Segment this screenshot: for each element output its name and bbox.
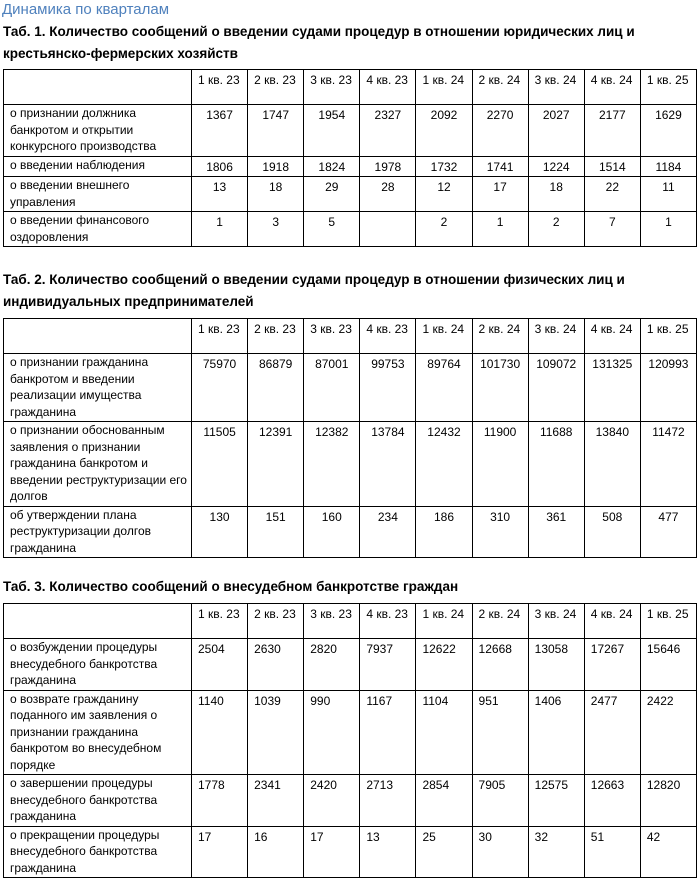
header-blank-cell <box>4 604 192 639</box>
row-label-cell: о признании обоснованным заявления о признании гражданина банкротом и введении реструктуризации его долгов <box>4 422 192 507</box>
value-cell: 7905 <box>472 775 528 827</box>
row-label-cell: о признании должника банкротом и открытии конкурсного производства <box>4 105 192 157</box>
value-cell: 234 <box>360 506 416 558</box>
value-cell: 13840 <box>584 422 640 507</box>
value-cell: 13784 <box>360 422 416 507</box>
value-cell: 11472 <box>640 422 696 507</box>
value-cell: 12575 <box>528 775 584 827</box>
quarter-header-cell: 4 кв. 23 <box>360 604 416 639</box>
value-cell: 1918 <box>248 156 304 177</box>
value-cell: 1514 <box>584 156 640 177</box>
value-cell: 12391 <box>248 422 304 507</box>
table-row <box>4 105 697 157</box>
quarter-header-cell: 2 кв. 23 <box>248 70 304 105</box>
value-cell: 131325 <box>584 354 640 422</box>
value-cell: 990 <box>304 690 360 775</box>
quarter-header-cell: 2 кв. 24 <box>472 319 528 354</box>
value-cell: 1741 <box>472 156 528 177</box>
quarter-header-cell: 4 кв. 23 <box>360 70 416 105</box>
value-cell: 17 <box>472 177 528 212</box>
table-row <box>4 212 697 247</box>
quarter-header-cell: 1 кв. 24 <box>416 70 472 105</box>
quarter-header-cell: 2 кв. 23 <box>248 319 304 354</box>
row-label-cell: о возбуждении процедуры внесудебного банкротства гражданина <box>4 639 192 691</box>
value-cell: 2270 <box>472 105 528 157</box>
value-cell: 2341 <box>248 775 304 827</box>
value-cell: 75970 <box>192 354 248 422</box>
value-cell: 1954 <box>304 105 360 157</box>
quarter-header-cell: 1 кв. 24 <box>416 604 472 639</box>
row-label-cell: о введении финансового оздоровления <box>4 212 192 247</box>
table-row <box>4 506 697 558</box>
quarter-header-cell: 1 кв. 23 <box>192 70 248 105</box>
value-cell: 17 <box>192 826 248 878</box>
quarter-header-cell: 1 кв. 25 <box>640 70 696 105</box>
value-cell: 17 <box>304 826 360 878</box>
value-cell: 12432 <box>416 422 472 507</box>
quarter-header-cell: 1 кв. 23 <box>192 604 248 639</box>
header-row <box>4 70 697 105</box>
quarter-header-cell: 1 кв. 23 <box>192 319 248 354</box>
value-cell: 120993 <box>640 354 696 422</box>
quarter-header-cell: 3 кв. 24 <box>528 604 584 639</box>
table-2-caption: Таб. 2. Количество сообщений о введении судами процедур в отношении физических лиц и индивидуальных предпринимателей <box>3 272 625 309</box>
value-cell: 2420 <box>304 775 360 827</box>
quarter-header-cell: 4 кв. 24 <box>584 604 640 639</box>
value-cell: 2854 <box>416 775 472 827</box>
value-cell: 2477 <box>584 690 640 775</box>
value-cell: 1 <box>472 212 528 247</box>
value-cell <box>360 212 416 247</box>
quarter-header-cell: 2 кв. 23 <box>248 604 304 639</box>
value-cell: 2713 <box>360 775 416 827</box>
value-cell: 109072 <box>528 354 584 422</box>
value-cell: 12 <box>416 177 472 212</box>
value-cell: 2327 <box>360 105 416 157</box>
quarter-header-cell: 3 кв. 23 <box>304 604 360 639</box>
table-1-caption: Таб. 1. Количество сообщений о введении судами процедур в отношении юридических лиц и крестьянско-фермерских хозяйств <box>3 24 635 61</box>
quarter-header-cell: 3 кв. 24 <box>528 70 584 105</box>
quarter-header-cell: 2 кв. 24 <box>472 604 528 639</box>
value-cell: 2 <box>528 212 584 247</box>
value-cell: 17267 <box>584 639 640 691</box>
value-cell: 2630 <box>248 639 304 691</box>
quarter-header-cell: 1 кв. 24 <box>416 319 472 354</box>
quarter-header-cell: 1 кв. 25 <box>640 604 696 639</box>
value-cell: 5 <box>304 212 360 247</box>
value-cell: 11 <box>640 177 696 212</box>
row-label-cell: о возврате гражданину поданного им заявления о признании гражданина банкротом во внесудебном порядке <box>4 690 192 775</box>
header-row <box>4 319 697 354</box>
value-cell: 2092 <box>416 105 472 157</box>
table-1 <box>3 69 697 247</box>
quarter-header-cell: 3 кв. 23 <box>304 319 360 354</box>
value-cell: 51 <box>584 826 640 878</box>
value-cell: 30 <box>472 826 528 878</box>
value-cell: 1629 <box>640 105 696 157</box>
row-label-cell: об утверждении плана реструктуризации долгов гражданина <box>4 506 192 558</box>
table-row <box>4 156 697 177</box>
value-cell: 87001 <box>304 354 360 422</box>
value-cell: 186 <box>416 506 472 558</box>
value-cell: 18 <box>528 177 584 212</box>
value-cell: 12668 <box>472 639 528 691</box>
value-cell: 1 <box>192 212 248 247</box>
value-cell: 1806 <box>192 156 248 177</box>
value-cell: 11505 <box>192 422 248 507</box>
quarter-header-cell: 1 кв. 25 <box>640 319 696 354</box>
value-cell: 12622 <box>416 639 472 691</box>
value-cell: 361 <box>528 506 584 558</box>
value-cell: 13 <box>360 826 416 878</box>
value-cell: 2504 <box>192 639 248 691</box>
value-cell: 99753 <box>360 354 416 422</box>
table-row <box>4 639 697 691</box>
value-cell: 12382 <box>304 422 360 507</box>
value-cell: 508 <box>584 506 640 558</box>
value-cell: 1778 <box>192 775 248 827</box>
value-cell: 13058 <box>528 639 584 691</box>
value-cell: 7 <box>584 212 640 247</box>
value-cell: 1224 <box>528 156 584 177</box>
table-row <box>4 354 697 422</box>
value-cell: 7937 <box>360 639 416 691</box>
value-cell: 25 <box>416 826 472 878</box>
quarter-header-cell: 4 кв. 23 <box>360 319 416 354</box>
table-3 <box>3 603 697 878</box>
value-cell: 16 <box>248 826 304 878</box>
value-cell: 951 <box>472 690 528 775</box>
value-cell: 160 <box>304 506 360 558</box>
value-cell: 1167 <box>360 690 416 775</box>
value-cell: 101730 <box>472 354 528 422</box>
value-cell: 130 <box>192 506 248 558</box>
table-row <box>4 422 697 507</box>
table-2 <box>3 318 697 558</box>
page-heading: Динамика по кварталам <box>2 1 170 18</box>
header-row <box>4 604 697 639</box>
value-cell: 1824 <box>304 156 360 177</box>
table-row <box>4 177 697 212</box>
value-cell: 11900 <box>472 422 528 507</box>
value-cell: 1140 <box>192 690 248 775</box>
table-row <box>4 775 697 827</box>
value-cell: 12663 <box>584 775 640 827</box>
row-label-cell: о введении внешнего управления <box>4 177 192 212</box>
value-cell: 2820 <box>304 639 360 691</box>
row-label-cell: о завершении процедуры внесудебного банкротства гражданина <box>4 775 192 827</box>
value-cell: 29 <box>304 177 360 212</box>
quarter-header-cell: 3 кв. 24 <box>528 319 584 354</box>
value-cell: 2 <box>416 212 472 247</box>
value-cell: 151 <box>248 506 304 558</box>
value-cell: 22 <box>584 177 640 212</box>
value-cell: 1732 <box>416 156 472 177</box>
value-cell: 89764 <box>416 354 472 422</box>
value-cell: 12820 <box>640 775 696 827</box>
value-cell: 1039 <box>248 690 304 775</box>
value-cell: 1184 <box>640 156 696 177</box>
value-cell: 11688 <box>528 422 584 507</box>
value-cell: 13 <box>192 177 248 212</box>
value-cell: 477 <box>640 506 696 558</box>
value-cell: 1104 <box>416 690 472 775</box>
value-cell: 1406 <box>528 690 584 775</box>
value-cell: 32 <box>528 826 584 878</box>
value-cell: 310 <box>472 506 528 558</box>
value-cell: 1747 <box>248 105 304 157</box>
table-3-caption: Таб. 3. Количество сообщений о внесудебном банкротстве граждан <box>3 579 459 594</box>
value-cell: 42 <box>640 826 696 878</box>
value-cell: 2422 <box>640 690 696 775</box>
value-cell: 3 <box>248 212 304 247</box>
header-blank-cell <box>4 319 192 354</box>
table-row <box>4 690 697 775</box>
quarter-header-cell: 2 кв. 24 <box>472 70 528 105</box>
row-label-cell: о введении наблюдения <box>4 156 192 177</box>
value-cell: 86879 <box>248 354 304 422</box>
value-cell: 1978 <box>360 156 416 177</box>
value-cell: 1 <box>640 212 696 247</box>
quarter-header-cell: 4 кв. 24 <box>584 70 640 105</box>
value-cell: 2177 <box>584 105 640 157</box>
header-blank-cell <box>4 70 192 105</box>
row-label-cell: о прекращении процедуры внесудебного банкротства гражданина <box>4 826 192 878</box>
quarter-header-cell: 3 кв. 23 <box>304 70 360 105</box>
value-cell: 28 <box>360 177 416 212</box>
value-cell: 15646 <box>640 639 696 691</box>
value-cell: 18 <box>248 177 304 212</box>
quarter-header-cell: 4 кв. 24 <box>584 319 640 354</box>
value-cell: 2027 <box>528 105 584 157</box>
row-label-cell: о признании гражданина банкротом и введении реализации имущества гражданина <box>4 354 192 422</box>
value-cell: 1367 <box>192 105 248 157</box>
table-row <box>4 826 697 878</box>
